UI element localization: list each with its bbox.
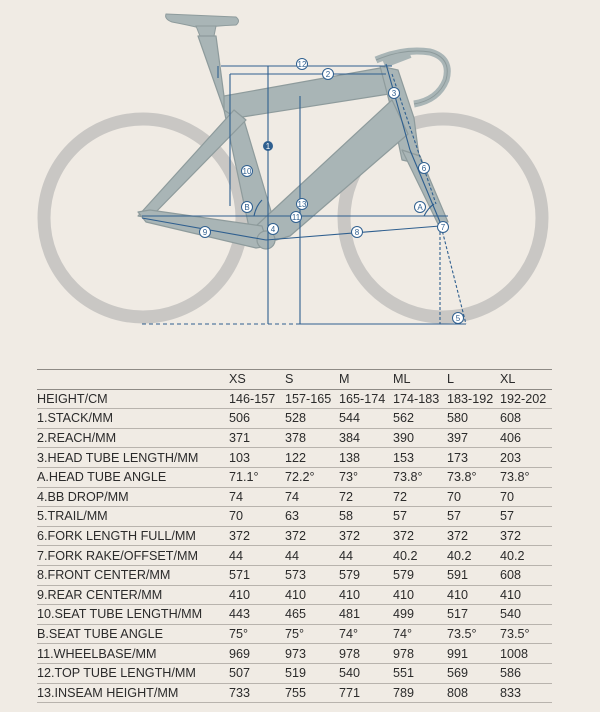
- marker-5: [453, 313, 464, 324]
- table-cell: 540: [498, 605, 552, 625]
- table-cell: 991: [445, 644, 498, 664]
- table-cell: 443: [227, 605, 283, 625]
- table-cell: 75°: [227, 624, 283, 644]
- table-cell: 499: [391, 605, 445, 625]
- table-cell: 173: [445, 448, 498, 468]
- row-label: 2.REACH/MM: [37, 428, 227, 448]
- marker-7: [438, 222, 449, 233]
- row-label: 12.TOP TUBE LENGTH/MM: [37, 663, 227, 683]
- row-label: 1.STACK/MM: [37, 409, 227, 429]
- marker-1-label: 1: [265, 142, 271, 151]
- table-cell: 74: [283, 487, 337, 507]
- table-cell: 789: [391, 683, 445, 703]
- table-cell: 74°: [391, 624, 445, 644]
- table-cell: 44: [227, 546, 283, 566]
- table-cell: 372: [227, 526, 283, 546]
- row-label: 8.FRONT CENTER/MM: [37, 565, 227, 585]
- table-row: [37, 428, 552, 448]
- table-cell: 551: [391, 663, 445, 683]
- table-cell: 562: [391, 409, 445, 429]
- marker-4: [268, 224, 279, 235]
- row-label: 13.INSEAM HEIGHT/MM: [37, 683, 227, 703]
- marker-8: [352, 227, 363, 238]
- table-cell: 540: [337, 663, 391, 683]
- table-cell: 73.5°: [498, 624, 552, 644]
- row-label: 11.WHEELBASE/MM: [37, 644, 227, 664]
- table-cell: 569: [445, 663, 498, 683]
- table-cell: 75°: [283, 624, 337, 644]
- table-cell: 72.2°: [283, 467, 337, 487]
- marker-A: [415, 202, 426, 213]
- row-label: 9.REAR CENTER/MM: [37, 585, 227, 605]
- table-cell: 579: [337, 565, 391, 585]
- table-cell: 384: [337, 428, 391, 448]
- table-cell: 57: [445, 507, 498, 527]
- table-cell: 63: [283, 507, 337, 527]
- table-cell: 183-192: [445, 389, 498, 409]
- table-cell: 507: [227, 663, 283, 683]
- table-row: [37, 565, 552, 585]
- table-header-row: [37, 370, 552, 389]
- table-row: [37, 624, 552, 644]
- table-cell: 122: [283, 448, 337, 468]
- table-cell: 378: [283, 428, 337, 448]
- marker-9: [200, 227, 211, 238]
- table-cell: 973: [283, 644, 337, 664]
- marker-12: [297, 59, 308, 70]
- table-row: [37, 663, 552, 683]
- table-cell: 978: [337, 644, 391, 664]
- table-cell: 174-183: [391, 389, 445, 409]
- table-cell: 517: [445, 605, 498, 625]
- table-cell: 372: [498, 526, 552, 546]
- table-cell: 397: [445, 428, 498, 448]
- table-cell: 74: [227, 487, 283, 507]
- table-cell: 1008: [498, 644, 552, 664]
- table-cell: 733: [227, 683, 283, 703]
- table-cell: 73.8°: [498, 467, 552, 487]
- table-cell: 410: [337, 585, 391, 605]
- marker-5-label: 5: [455, 314, 461, 323]
- table-cell: 73.8°: [445, 467, 498, 487]
- header-size-xl: XL: [498, 370, 552, 389]
- table-row: [37, 605, 552, 625]
- marker-2-label: 2: [325, 70, 331, 79]
- table-cell: 410: [227, 585, 283, 605]
- table-cell: 372: [445, 526, 498, 546]
- marker-8-label: 8: [354, 228, 360, 237]
- marker-2: [323, 69, 334, 80]
- table-cell: 755: [283, 683, 337, 703]
- row-label: 4.BB DROP/MM: [37, 487, 227, 507]
- table-cell: 771: [337, 683, 391, 703]
- table-cell: 544: [337, 409, 391, 429]
- table-cell: 73.5°: [445, 624, 498, 644]
- table-cell: 70: [445, 487, 498, 507]
- table-cell: 40.2: [445, 546, 498, 566]
- marker-7-label: 7: [440, 223, 446, 232]
- table-cell: 165-174: [337, 389, 391, 409]
- header-size-s: S: [283, 370, 337, 389]
- table-cell: 138: [337, 448, 391, 468]
- table-cell: 74°: [337, 624, 391, 644]
- row-label: 5.TRAIL/MM: [37, 507, 227, 527]
- geometry-table: [37, 370, 552, 703]
- table-cell: 833: [498, 683, 552, 703]
- table-row: [37, 507, 552, 527]
- header-cell: [37, 370, 227, 389]
- table-row: [37, 546, 552, 566]
- table-cell: 192-202: [498, 389, 552, 409]
- bike-geometry-diagram: [0, 0, 600, 345]
- table-cell: 528: [283, 409, 337, 429]
- table-cell: 71.1°: [227, 467, 283, 487]
- marker-12-label: 12: [297, 60, 307, 69]
- table-cell: 969: [227, 644, 283, 664]
- row-label: A.HEAD TUBE ANGLE: [37, 467, 227, 487]
- table-cell: 410: [391, 585, 445, 605]
- table-cell: 481: [337, 605, 391, 625]
- table-cell: 73.8°: [391, 467, 445, 487]
- table-cell: 390: [391, 428, 445, 448]
- marker-1: [263, 141, 273, 151]
- table-cell: 40.2: [391, 546, 445, 566]
- marker-10-label: 10: [242, 167, 252, 176]
- table-cell: 203: [498, 448, 552, 468]
- marker-11: [291, 212, 302, 223]
- table-cell: 465: [283, 605, 337, 625]
- table-cell: 371: [227, 428, 283, 448]
- table-cell: 70: [227, 507, 283, 527]
- table-cell: 506: [227, 409, 283, 429]
- table-cell: 157-165: [283, 389, 337, 409]
- row-label: HEIGHT/CM: [37, 389, 227, 409]
- marker-6-label: 6: [421, 164, 427, 173]
- table-cell: 608: [498, 565, 552, 585]
- marker-4-label: 4: [270, 225, 276, 234]
- seatpost-head: [196, 26, 216, 36]
- row-label: B.SEAT TUBE ANGLE: [37, 624, 227, 644]
- table-cell: 73°: [337, 467, 391, 487]
- header-size-ml: ML: [391, 370, 445, 389]
- table-cell: 573: [283, 565, 337, 585]
- table-cell: 579: [391, 565, 445, 585]
- table-cell: 40.2: [498, 546, 552, 566]
- row-label: 3.HEAD TUBE LENGTH/MM: [37, 448, 227, 468]
- table-cell: 586: [498, 663, 552, 683]
- table-row: [37, 487, 552, 507]
- table-cell: 57: [391, 507, 445, 527]
- row-label: 6.FORK LENGTH FULL/MM: [37, 526, 227, 546]
- table-cell: 410: [283, 585, 337, 605]
- table-cell: 372: [337, 526, 391, 546]
- table-cell: 406: [498, 428, 552, 448]
- table-row: [37, 467, 552, 487]
- marker-B: [242, 202, 253, 213]
- header-size-m: M: [337, 370, 391, 389]
- table-cell: 410: [445, 585, 498, 605]
- table-cell: 58: [337, 507, 391, 527]
- marker-11-label: 11: [291, 213, 301, 222]
- table-row: [37, 526, 552, 546]
- marker-6: [419, 163, 430, 174]
- table-row: [37, 683, 552, 703]
- table-cell: 72: [337, 487, 391, 507]
- table-row: [37, 585, 552, 605]
- row-label: 10.SEAT TUBE LENGTH/MM: [37, 605, 227, 625]
- table-cell: 808: [445, 683, 498, 703]
- table-cell: 519: [283, 663, 337, 683]
- table-cell: 103: [227, 448, 283, 468]
- marker-13-label: 13: [297, 200, 307, 209]
- row-label: 7.FORK RAKE/OFFSET/MM: [37, 546, 227, 566]
- table-cell: 146-157: [227, 389, 283, 409]
- table-row: [37, 644, 552, 664]
- marker-3: [389, 88, 400, 99]
- table-cell: 57: [498, 507, 552, 527]
- table-cell: 591: [445, 565, 498, 585]
- marker-10: [242, 166, 253, 177]
- table-cell: 580: [445, 409, 498, 429]
- table-cell: 44: [337, 546, 391, 566]
- table-cell: 608: [498, 409, 552, 429]
- table-cell: 372: [391, 526, 445, 546]
- table-cell: 410: [498, 585, 552, 605]
- marker-A-label: A: [417, 203, 423, 212]
- table-cell: 44: [283, 546, 337, 566]
- table-row: [37, 448, 552, 468]
- marker-B-label: B: [244, 203, 250, 212]
- table-cell: 571: [227, 565, 283, 585]
- table-cell: 70: [498, 487, 552, 507]
- table-row: [37, 409, 552, 429]
- header-size-l: L: [445, 370, 498, 389]
- table-cell: 978: [391, 644, 445, 664]
- header-size-xs: XS: [227, 370, 283, 389]
- table-row: [37, 389, 552, 409]
- marker-13: [297, 199, 308, 210]
- marker-9-label: 9: [202, 228, 208, 237]
- table-cell: 153: [391, 448, 445, 468]
- table-cell: 72: [391, 487, 445, 507]
- table-cell: 372: [283, 526, 337, 546]
- marker-3-label: 3: [391, 89, 397, 98]
